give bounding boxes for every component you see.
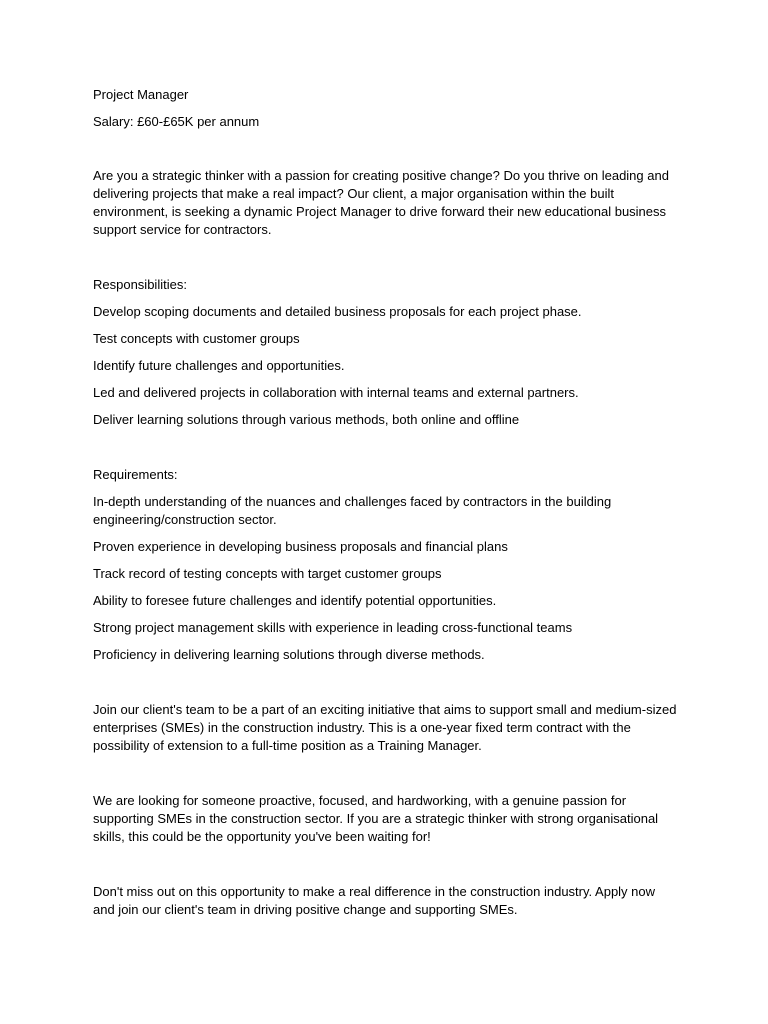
responsibilities-heading: Responsibilities: (93, 277, 187, 292)
requirement-item: Strong project management skills with experience in leading cross-functional teams (93, 620, 573, 635)
requirement-item: Ability to foresee future challenges and identify potential opportunities. (93, 593, 497, 608)
intro-paragraph: Are you a strategic thinker with a passion for creating positive change? Do you thrive on leading and delivering projects that make a real impact? Our client, a major organisation within the built environment, is seeking a dynamic Project Manager to drive forward their new educational business support service for contractors. (93, 168, 669, 237)
document-page (93, 86, 678, 919)
responsibility-item: Develop scoping documents and detailed business proposals for each project phase. (93, 304, 582, 319)
closing-paragraph: Don't miss out on this opportunity to make a real difference in the construction industry. Apply now and join our client's team in driving positive change and supporting SMEs. (93, 884, 656, 917)
job-title: Project Manager (93, 87, 189, 102)
requirement-item: Proven experience in developing business proposals and financial plans (93, 539, 508, 554)
requirement-item: Proficiency in delivering learning solutions through diverse methods. (93, 647, 485, 662)
responsibility-item: Identify future challenges and opportunities. (93, 358, 345, 373)
responsibility-item: Led and delivered projects in collaboration with internal teams and external partners. (93, 385, 579, 400)
responsibility-item: Deliver learning solutions through various methods, both online and offline (93, 412, 520, 427)
responsibility-item: Test concepts with customer groups (93, 331, 300, 346)
salary-line: Salary: £60-£65K per annum (93, 114, 260, 129)
requirement-item: Track record of testing concepts with target customer groups (93, 566, 442, 581)
requirements-heading: Requirements: (93, 467, 178, 482)
looking-paragraph: We are looking for someone proactive, focused, and hardworking, with a genuine passion for supporting SMEs in the construction sector. If you are a strategic thinker with strong organisational skills, this could be the opportunity you've been waiting for! (93, 793, 659, 844)
requirement-item: In-depth understanding of the nuances and challenges faced by contractors in the building engineering/construction sector. (93, 494, 612, 527)
join-paragraph: Join our client's team to be a part of an exciting initiative that aims to support small and medium-sized enterprises (SMEs) in the construction industry. This is a one-year fixed term contract with the possibility of extension to a full-time position as a Training Manager. (93, 702, 677, 753)
